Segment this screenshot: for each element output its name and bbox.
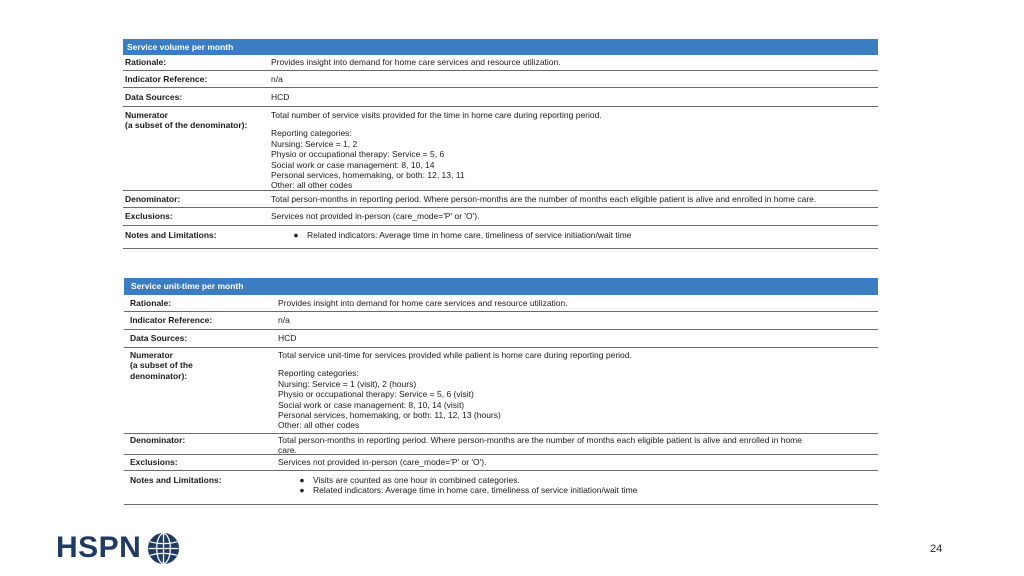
denominator-value xyxy=(276,435,802,454)
exclusions-row xyxy=(123,208,878,226)
rationale-label: Rationale: xyxy=(125,57,167,68)
numerator-label xyxy=(124,350,276,433)
rationale-value: Provides insight into demand for home care services and resource utilization. xyxy=(278,297,568,308)
denominator-value: Total person-months in reporting period. Where person-months are the number of months each eligible patient is alive and enrolled in home care. xyxy=(271,193,817,204)
rationale-row xyxy=(124,295,878,312)
category-item: Social work or case management: 8, 10, 14 (visit) xyxy=(278,399,465,410)
exclusions-value: Services not provided in-person (care_mode='P' or 'O'). xyxy=(278,457,487,468)
denominator-text: care. xyxy=(278,445,297,456)
numerator-text: Total number of service visits provided for the time in home care during reporting period. xyxy=(271,110,602,120)
rationale-row xyxy=(123,55,878,71)
globe-icon xyxy=(147,532,180,565)
list-item xyxy=(285,230,631,240)
table-title: Service volume per month xyxy=(123,39,878,55)
logo-text: HSPN xyxy=(56,531,142,564)
bullet-icon: ● xyxy=(299,485,305,496)
sources-value: HCD xyxy=(278,333,297,344)
rationale-value: Provides insight into demand for home care services and resource utilization. xyxy=(271,57,561,68)
hspn-logo xyxy=(56,531,180,565)
note-text: Visits are counted as one hour in combined categories. xyxy=(313,475,520,485)
reference-value: n/a xyxy=(271,73,283,84)
indicator-table-service-unit-time xyxy=(124,278,878,505)
category-item: Personal services, homemaking, or both: 12, 13, 11 xyxy=(271,170,465,181)
sources-row xyxy=(124,330,878,348)
exclusions-label: Exclusions: xyxy=(125,211,173,222)
sources-label: Data Sources: xyxy=(130,333,188,344)
notes-row xyxy=(123,226,878,249)
category-item: Social work or case management: 8, 10, 14 xyxy=(271,159,435,170)
sources-row xyxy=(123,88,878,107)
category-item: Physio or occupational therapy: Service = 5, 6 xyxy=(271,149,445,160)
reference-label: Indicator Reference: xyxy=(125,73,208,84)
table-title: Service unit-time per month xyxy=(124,278,878,295)
sources-value: HCD xyxy=(271,91,290,102)
reference-label: Indicator Reference: xyxy=(130,315,213,326)
notes-list xyxy=(270,230,631,248)
denominator-text: Total person-months in reporting period. Where person-months are the number of months each eligible patient is alive and enrolled in home xyxy=(278,435,802,445)
categories-title: Reporting categories: xyxy=(278,368,359,379)
denominator-label: Denominator: xyxy=(125,193,181,204)
sources-label: Data Sources: xyxy=(125,91,183,102)
numerator-value xyxy=(270,110,602,190)
rationale-label: Rationale: xyxy=(130,297,172,308)
list-item xyxy=(291,485,637,495)
category-item: Other: all other codes xyxy=(278,420,360,431)
list-item xyxy=(291,475,637,485)
page-number: 24 xyxy=(930,543,943,555)
category-item: Nursing: Service = 1 (visit), 2 (hours) xyxy=(278,378,417,389)
notes-label: Notes and Limitations: xyxy=(130,475,222,485)
bullet-icon: ● xyxy=(293,230,299,240)
bullet-icon: ● xyxy=(299,475,305,485)
numerator-label-line: (a subset of the denominator): xyxy=(125,120,248,131)
category-item: Physio or occupational therapy: Service = 5, 6 (visit) xyxy=(278,389,474,400)
note-text: Related indicators: Average time in home care, timeliness of service initiation/wait time xyxy=(313,485,638,496)
numerator-label-line: Numerator xyxy=(130,350,173,360)
reference-row xyxy=(123,71,878,88)
note-text: Related indicators: Average time in home care, timeliness of service initiation/wait time xyxy=(307,230,632,240)
denominator-label: Denominator: xyxy=(130,435,186,445)
indicator-table-service-volume xyxy=(123,39,878,249)
numerator-value xyxy=(276,350,632,433)
denominator-row xyxy=(124,434,878,455)
categories-title: Reporting categories: xyxy=(271,128,352,139)
notes-list xyxy=(276,475,637,504)
numerator-label-line: (a subset of the xyxy=(130,360,193,371)
reference-value: n/a xyxy=(278,315,290,326)
category-item: Other: all other codes xyxy=(271,180,353,191)
category-item: Nursing: Service = 1, 2 xyxy=(271,138,358,149)
notes-row xyxy=(124,471,878,505)
category-item: Personal services, homemaking, or both: 11, 12, 13 (hours) xyxy=(278,410,501,421)
exclusions-value: Services not provided in-person (care_mode='P' or 'O'). xyxy=(271,211,480,222)
exclusions-label: Exclusions: xyxy=(130,457,178,468)
numerator-label-line: denominator): xyxy=(130,370,188,381)
numerator-label-line: Numerator xyxy=(125,110,168,120)
reference-row xyxy=(124,312,878,330)
numerator-label xyxy=(123,110,270,190)
numerator-text: Total service unit-time for services provided while patient is home care during reporting period. xyxy=(278,350,632,360)
denominator-row xyxy=(123,191,878,208)
numerator-row xyxy=(124,348,878,434)
notes-label: Notes and Limitations: xyxy=(125,230,217,240)
exclusions-row xyxy=(124,455,878,471)
numerator-row xyxy=(123,107,878,191)
